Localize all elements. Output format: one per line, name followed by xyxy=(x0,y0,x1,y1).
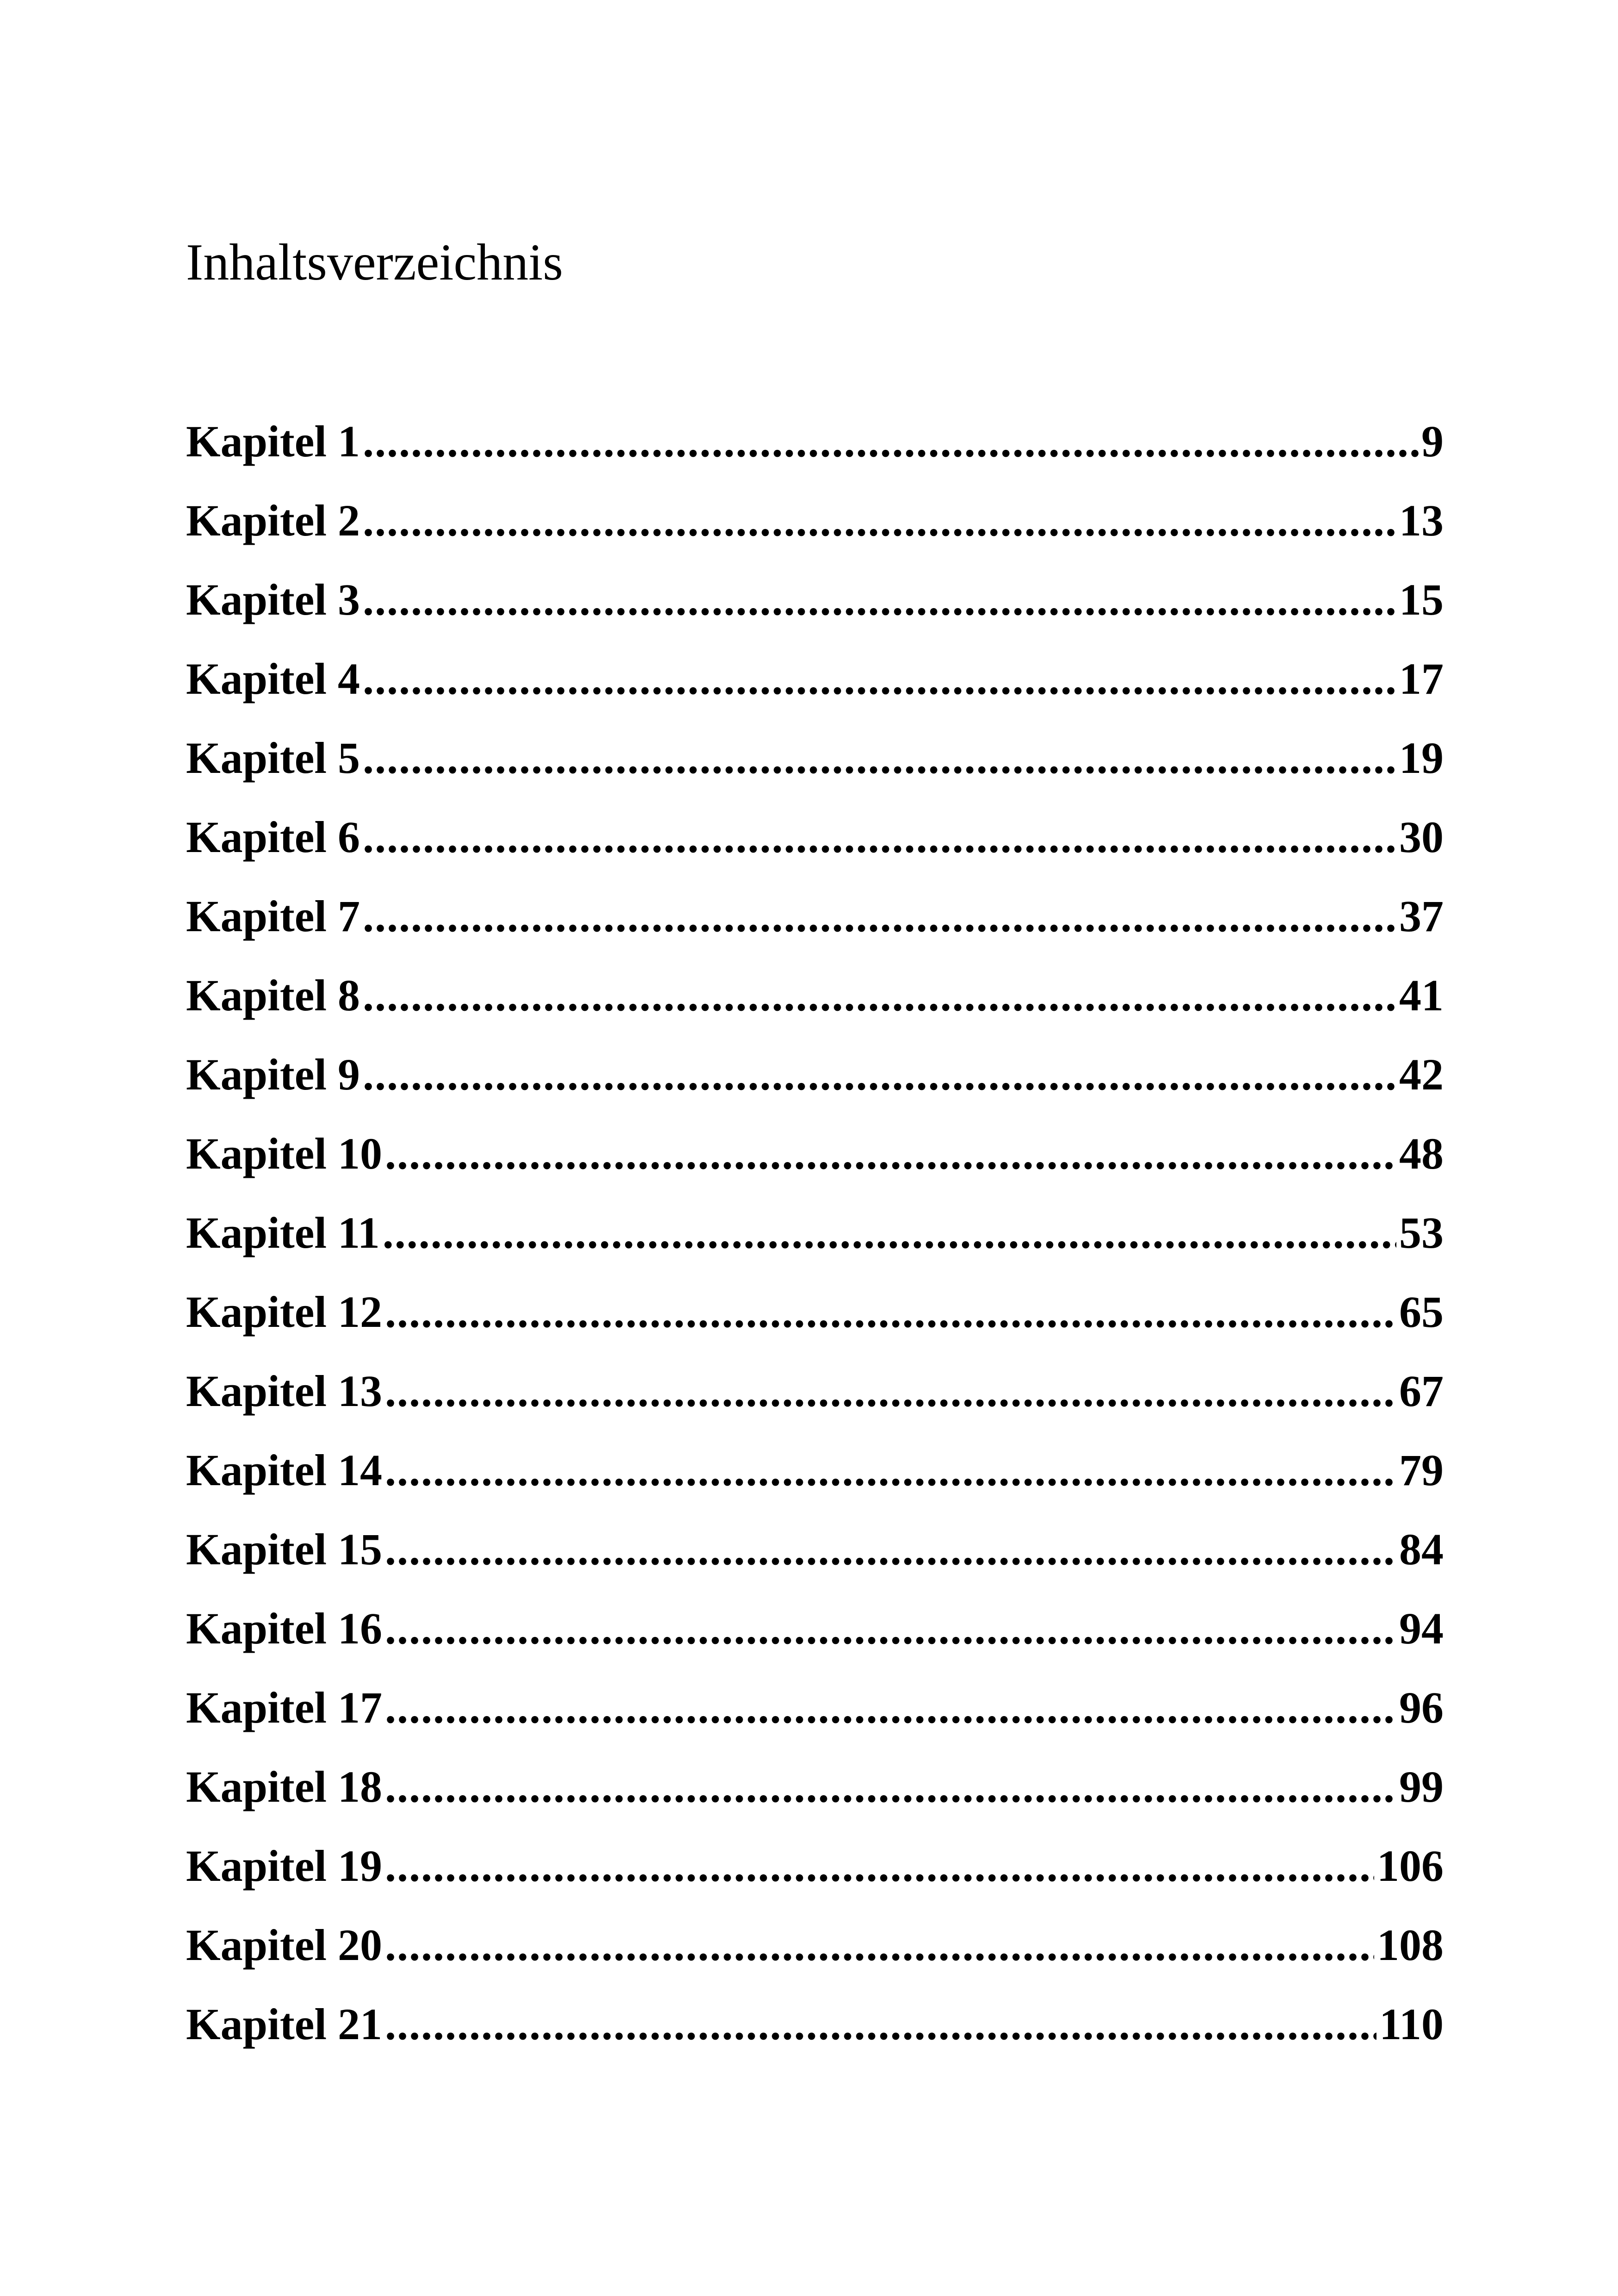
toc-dot-leader xyxy=(385,1114,1396,1193)
toc-entry[interactable] xyxy=(186,1351,1444,1431)
toc-entry-label: Kapitel 18 xyxy=(186,1762,382,1811)
toc-entry[interactable] xyxy=(186,1035,1444,1114)
toc-dot-leader xyxy=(385,1985,1376,2064)
toc-entry-page-number: 13 xyxy=(1399,496,1444,545)
toc-entry[interactable] xyxy=(186,481,1444,560)
toc-entry[interactable] xyxy=(186,956,1444,1035)
toc-entry-page-number: 30 xyxy=(1399,812,1444,862)
toc-entry-page-number: 84 xyxy=(1399,1524,1444,1574)
toc-entry[interactable] xyxy=(186,1905,1444,1985)
toc-entry-label: Kapitel 2 xyxy=(186,496,360,545)
toc-entry-label: Kapitel 14 xyxy=(186,1445,382,1495)
toc-entry[interactable] xyxy=(186,1668,1444,1747)
toc-entry-label: Kapitel 8 xyxy=(186,971,360,1020)
toc-entry-label: Kapitel 17 xyxy=(186,1683,382,1732)
toc-entry[interactable] xyxy=(186,718,1444,797)
toc-dot-leader xyxy=(385,1510,1396,1589)
toc-dot-leader xyxy=(363,1035,1396,1114)
toc-entry-page-number: 15 xyxy=(1399,575,1444,624)
toc-entry[interactable] xyxy=(186,1589,1444,1668)
toc-entry-label: Kapitel 12 xyxy=(186,1287,382,1337)
toc-dot-leader xyxy=(385,1905,1374,1985)
toc-dot-leader xyxy=(363,797,1396,877)
toc-dot-leader xyxy=(385,1668,1396,1747)
toc-entry-label: Kapitel 6 xyxy=(186,812,360,862)
toc-dot-leader xyxy=(385,1272,1396,1351)
toc-entry-label: Kapitel 9 xyxy=(186,1050,360,1099)
toc-entry-page-number: 79 xyxy=(1399,1445,1444,1495)
toc-entry-label: Kapitel 3 xyxy=(186,575,360,624)
toc-entry-page-number: 108 xyxy=(1377,1920,1444,1970)
toc-entry-page-number: 99 xyxy=(1399,1762,1444,1811)
toc-dot-leader xyxy=(385,1826,1374,1905)
toc-entry[interactable] xyxy=(186,1747,1444,1826)
toc-entry-label: Kapitel 21 xyxy=(186,1999,382,2049)
toc-entry[interactable] xyxy=(186,1826,1444,1905)
toc-dot-leader xyxy=(363,560,1396,639)
toc-dot-leader xyxy=(385,1351,1396,1431)
toc-entry[interactable] xyxy=(186,1510,1444,1589)
toc-entry-page-number: 106 xyxy=(1377,1841,1444,1891)
toc-entry[interactable] xyxy=(186,1272,1444,1351)
toc-dot-leader xyxy=(383,1193,1396,1272)
toc-dot-leader xyxy=(385,1747,1396,1826)
toc-heading: Inhaltsverzeichnis xyxy=(186,234,563,291)
toc-entry[interactable] xyxy=(186,1431,1444,1510)
toc-entry-label: Kapitel 19 xyxy=(186,1841,382,1891)
toc-entry-label: Kapitel 4 xyxy=(186,654,360,703)
toc-dot-leader xyxy=(385,1431,1396,1510)
toc-dot-leader xyxy=(363,402,1419,481)
toc-entry-page-number: 42 xyxy=(1399,1050,1444,1099)
toc-entry-page-number: 65 xyxy=(1399,1287,1444,1337)
toc-entry-page-number: 53 xyxy=(1399,1208,1444,1257)
toc-entry[interactable] xyxy=(186,1114,1444,1193)
toc-entry-page-number: 67 xyxy=(1399,1366,1444,1416)
toc-entry-label: Kapitel 15 xyxy=(186,1524,382,1574)
toc-entry-page-number: 37 xyxy=(1399,891,1444,941)
toc-dot-leader xyxy=(363,877,1396,956)
toc-dot-leader xyxy=(363,718,1396,797)
toc-entry-page-number: 19 xyxy=(1399,733,1444,783)
toc-entry-label: Kapitel 10 xyxy=(186,1129,382,1178)
toc-entry-page-number: 94 xyxy=(1399,1604,1444,1653)
toc-dot-leader xyxy=(363,639,1396,718)
toc-entry-page-number: 9 xyxy=(1421,417,1444,466)
toc-dot-leader xyxy=(363,481,1396,560)
toc-entry[interactable] xyxy=(186,402,1444,481)
toc-entry[interactable] xyxy=(186,560,1444,639)
toc-entry-page-number: 17 xyxy=(1399,654,1444,703)
toc-dot-leader xyxy=(363,956,1396,1035)
toc-entry[interactable] xyxy=(186,639,1444,718)
toc-entry-label: Kapitel 7 xyxy=(186,891,360,941)
toc-entry-label: Kapitel 13 xyxy=(186,1366,382,1416)
toc-entry-label: Kapitel 5 xyxy=(186,733,360,783)
toc-entry[interactable] xyxy=(186,877,1444,956)
toc-entry-label: Kapitel 20 xyxy=(186,1920,382,1970)
toc-entry-page-number: 48 xyxy=(1399,1129,1444,1178)
toc-entry-label: Kapitel 1 xyxy=(186,417,360,466)
toc-entry[interactable] xyxy=(186,1985,1444,2064)
toc-list xyxy=(186,402,1444,2064)
toc-entry-label: Kapitel 16 xyxy=(186,1604,382,1653)
toc-entry-page-number: 41 xyxy=(1399,971,1444,1020)
toc-entry[interactable] xyxy=(186,1193,1444,1272)
toc-entry[interactable] xyxy=(186,797,1444,877)
toc-entry-page-number: 96 xyxy=(1399,1683,1444,1732)
toc-entry-label: Kapitel 11 xyxy=(186,1208,380,1257)
toc-dot-leader xyxy=(385,1589,1396,1668)
toc-entry-page-number: 110 xyxy=(1379,1999,1444,2049)
